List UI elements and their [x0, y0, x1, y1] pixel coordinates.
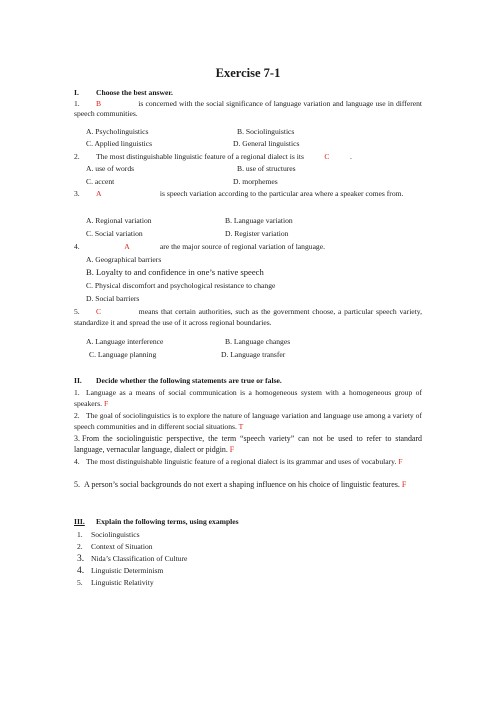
answer-4: A	[124, 242, 130, 251]
question-4: 4. A are the major source of regional variation of language.	[74, 242, 325, 251]
term-3: 3. Nida’s Classification of Culture	[77, 554, 188, 564]
term-4: 4. Linguistic Determinism	[77, 566, 164, 576]
q4-option-d: D. Social barriers	[86, 294, 140, 303]
tf-statement-5: 5. A person’s social backgrounds do not exert a shaping influence on his choice of linguistic features. F	[74, 480, 407, 489]
tf-answer-4: F	[398, 457, 403, 466]
q2-option-d: D. morphemes	[233, 177, 278, 186]
section-1-heading: I. Choose the best answer.	[74, 88, 173, 97]
term-2: 2. Context of Situation	[77, 542, 153, 551]
question-3: 3. A is speech variation according to the particular area where a speaker comes from.	[74, 189, 404, 198]
q5-option-d: D. Language transfer	[221, 350, 286, 359]
answer-5: C	[96, 307, 102, 316]
term-5: 5. Linguistic Relativity	[77, 578, 154, 587]
answer-2: C	[324, 152, 330, 161]
q3-option-d: D. Register variation	[225, 229, 289, 238]
q2-option-c: C. accent	[86, 177, 115, 186]
q4-option-a: A. Geographical barriers	[86, 255, 162, 264]
tf-answer-2: T	[238, 421, 244, 431]
tf-answer-5: F	[401, 480, 407, 489]
tf-answer-3: F	[229, 444, 235, 454]
q3-option-c: C. Social variation	[86, 229, 143, 238]
q5-option-b: B. Language changes	[225, 337, 291, 346]
q2-option-a: A. use of words	[86, 164, 135, 173]
q2-option-b: B. use of structures	[237, 164, 296, 173]
q1-option-a: A. Psycholinguistics	[86, 127, 149, 136]
answer-3: A	[96, 189, 102, 198]
tf-statement-1: 1. Language as a means of social communication is a homogeneous system with a homogeneous group of speakers. F	[74, 388, 422, 408]
tf-statement-3: 3. From the sociolinguistic perspective, the term “speech variety” can not be used to refer to standard language, vernacular language, dialect or pidgin. F	[74, 434, 422, 454]
q5-option-c: C. Language planning	[89, 350, 157, 359]
tf-answer-1: F	[103, 398, 109, 408]
tf-statement-2: 2. The goal of sociolinguistics is to explore the nature of language variation and language use among a variety of speech communities and in different social situations. T	[74, 411, 422, 431]
q4-option-b: B. Loyalty to and confidence in one’s native speech	[86, 267, 264, 277]
q4-option-c: C. Physical discomfort and psychological resistance to change	[86, 281, 276, 290]
q3-option-b: B. Language variation	[225, 216, 293, 225]
question-2: 2. The most distinguishable linguistic feature of a regional dialect is its C .	[74, 152, 352, 161]
q1-option-d: D. General linguistics	[233, 139, 300, 148]
term-1: 1. Sociolinguistics	[77, 530, 140, 539]
tf-statement-4: 4. The most distinguishable linguistic feature of a regional dialect is its grammar and uses of vocabulary. F	[74, 457, 403, 466]
question-1: 1. B is concerned with the social significance of language variation and language use in different speech communities.	[74, 99, 422, 118]
section-3-heading: III. Explain the following terms, using examples	[74, 517, 239, 526]
q1-option-c: C. Applied linguistics	[86, 139, 153, 148]
question-5: 5. C means that certain authorities, such as the government choose, a particular speech variety, standardize it and spread the use of it across regional boundaries.	[74, 307, 422, 327]
answer-1: B	[96, 99, 102, 108]
q3-option-a: A. Regional variation	[86, 216, 152, 225]
q1-option-b: B. Sociolinguistics	[237, 127, 295, 136]
exercise-title: Exercise 7-1	[215, 66, 281, 80]
q5-option-a: A. Language interference	[86, 337, 164, 346]
section-2-heading: II. Decide whether the following statements are true or false.	[74, 376, 282, 385]
